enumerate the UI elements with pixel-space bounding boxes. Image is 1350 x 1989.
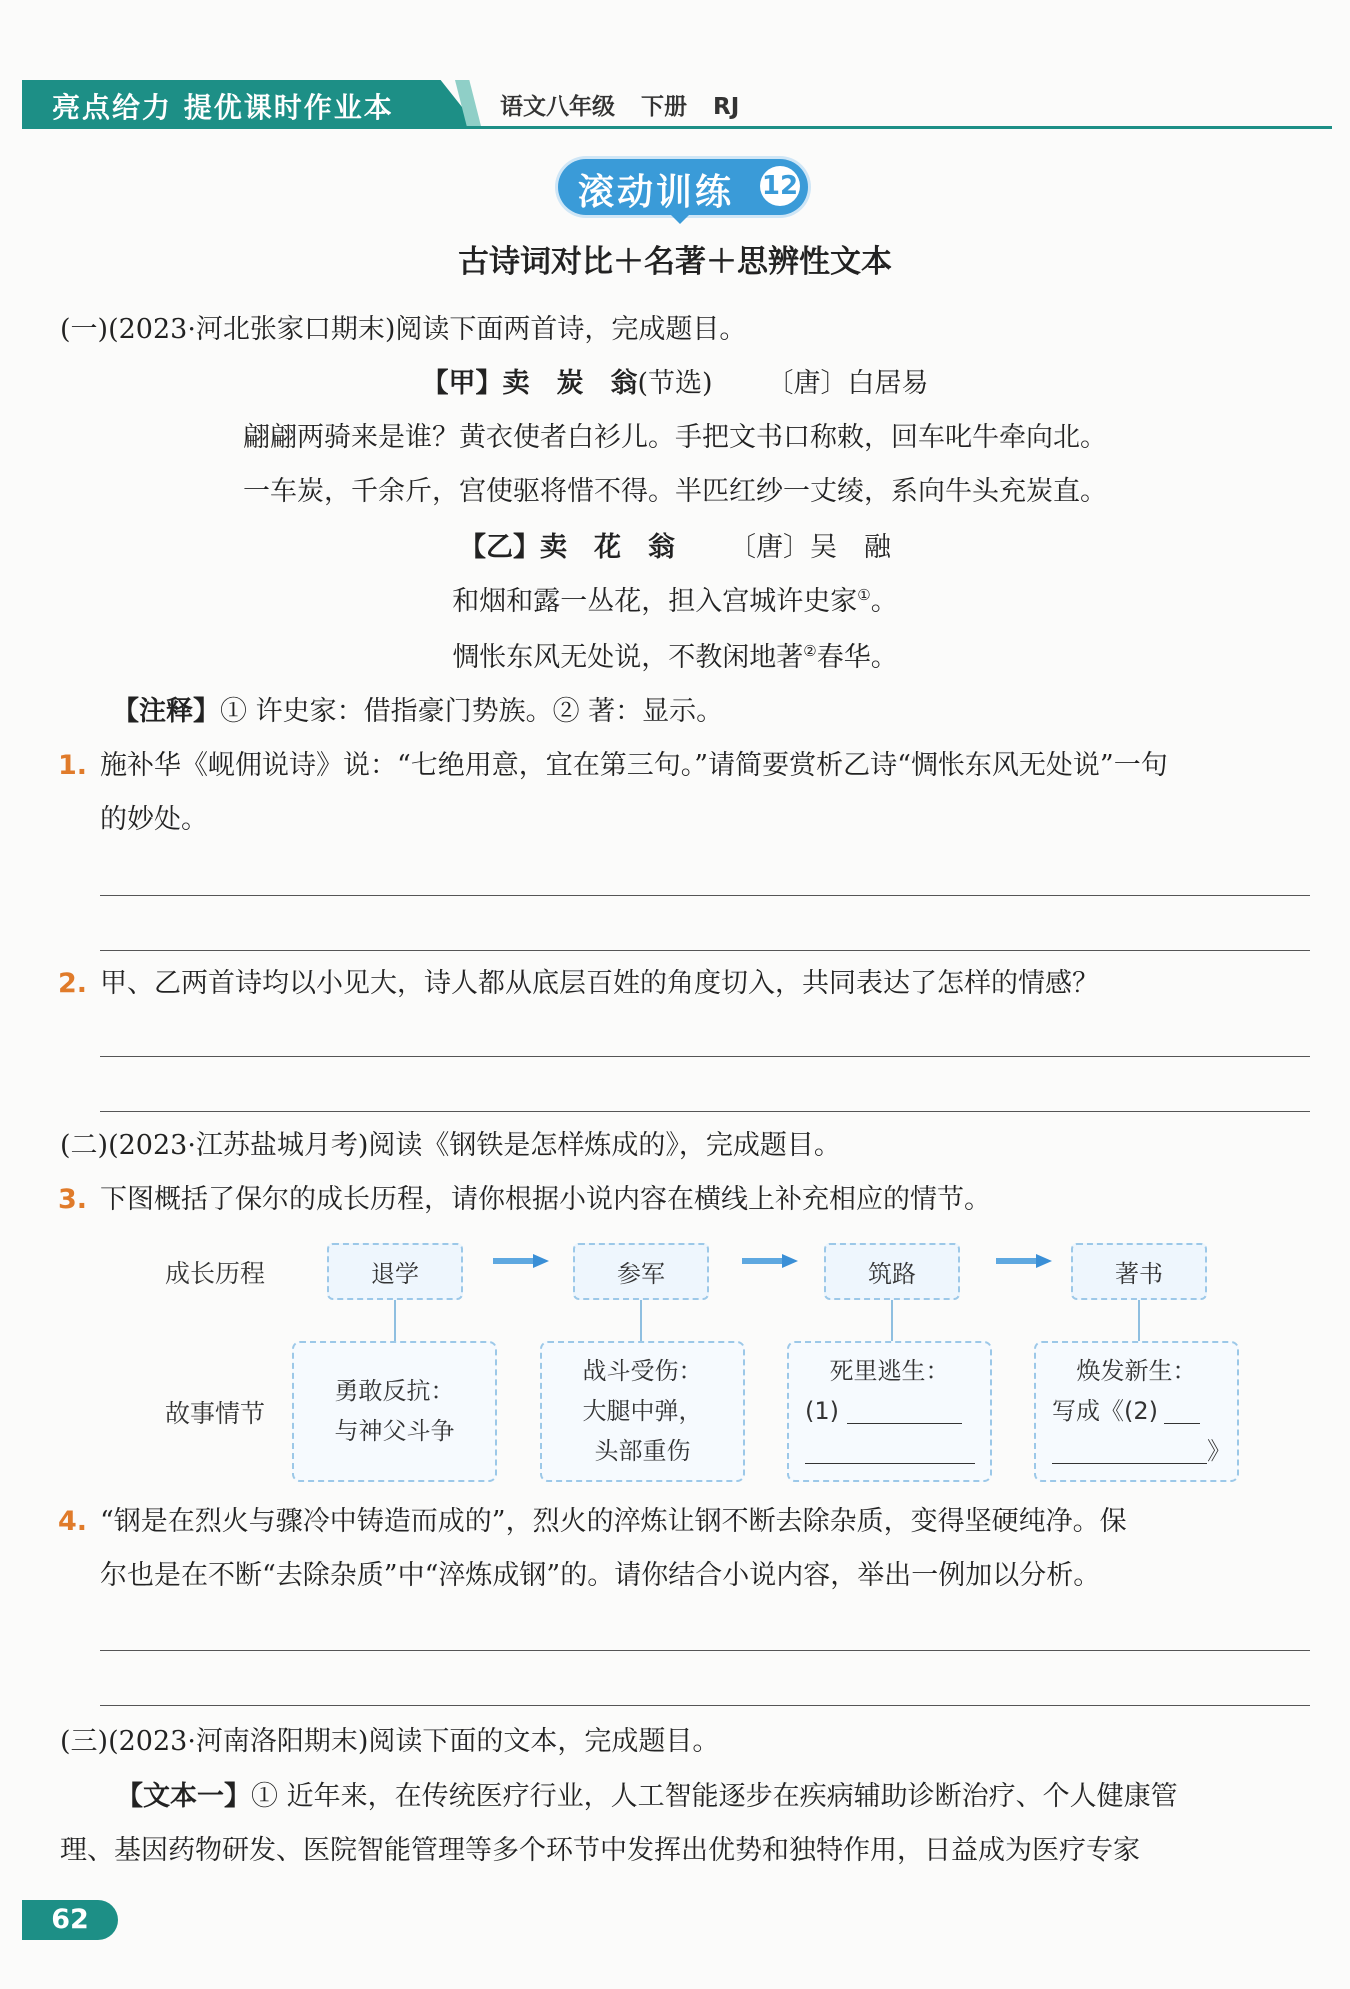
- question-2-number: 2.: [58, 968, 88, 999]
- poem2-line1-end: 。: [870, 586, 898, 617]
- plot-3-line3: [789, 1431, 990, 1471]
- arrow-right-icon: [493, 1254, 549, 1268]
- section2-heading: (二)(2023·江苏盐城月考)阅读《钢铁是怎样炼成的》，完成题目。: [60, 1130, 841, 1161]
- answer-line[interactable]: [100, 1056, 1310, 1057]
- plot-4-end: 》: [1207, 1437, 1231, 1465]
- answer-line[interactable]: [100, 1650, 1310, 1651]
- answer-line[interactable]: [100, 950, 1310, 951]
- plot-3-blank-label: (1): [805, 1397, 839, 1425]
- question-4-text-line1: “钢是在烈火与骤冷中铸造而成的”，烈火的淬炼让钢不断去除杂质，变得坚硬纯净。保: [100, 1506, 1127, 1537]
- poem2-author: 〔唐〕吴 融: [729, 532, 891, 563]
- answer-line[interactable]: [100, 895, 1310, 896]
- text1-line1: [116, 1781, 1178, 1813]
- arrow-right-icon: [996, 1254, 1052, 1268]
- diagram-row-label-growth: 成长历程: [165, 1259, 266, 1288]
- title-badge-number: 12: [760, 166, 800, 206]
- plot-2-line3: 头部重伤: [594, 1437, 691, 1465]
- text1-line1-text: ① 近年来，在传统医疗行业，人工智能逐步在疾病辅助诊断治疗、个人健康管: [251, 1781, 1178, 1812]
- poem1-title: 【甲】卖 炭 翁: [421, 368, 638, 399]
- footnote-ref-2: ②: [803, 642, 817, 660]
- blank-1[interactable]: [847, 1401, 962, 1424]
- poem2-title-line: [0, 532, 1350, 564]
- annotation-label: 【注释】: [112, 696, 220, 727]
- header-brand: 亮点给力 提优课时作业本: [52, 91, 394, 124]
- answer-line[interactable]: [100, 1111, 1310, 1112]
- question-1-number: 1.: [58, 750, 88, 781]
- plot-box-3: [787, 1341, 992, 1482]
- question-2-text: 甲、乙两首诗均以小见大，诗人都从底层百姓的角度切入，共同表达了怎样的情感？: [100, 968, 1099, 999]
- plot-4-line1: 焕发新生：: [1076, 1357, 1197, 1385]
- title-badge-text: 滚动训练: [578, 172, 735, 213]
- page-subtitle: 古诗词对比＋名著＋思辨性文本: [458, 244, 892, 280]
- connector-line: [394, 1300, 396, 1342]
- poem2-line1-text: 和烟和露一丛花，担入宫城许史家: [452, 586, 858, 617]
- annotation-text: ① 许史家：借指豪门势族。② 著：显示。: [220, 696, 724, 727]
- diagram-row-label-plot: 故事情节: [165, 1399, 266, 1428]
- question-1-text-line2: 的妙处。: [100, 804, 208, 835]
- poem1-author: 〔唐〕白居易: [766, 368, 929, 399]
- text1-label: 【文本一】: [116, 1781, 251, 1812]
- blank-1-cont[interactable]: [805, 1441, 975, 1464]
- section3-heading: (三)(2023·河南洛阳期末)阅读下面的文本，完成题目。: [60, 1726, 720, 1757]
- poem2-line2: [0, 642, 1350, 674]
- poem2-line2-text: 惆怅东风无处说，不教闲地著: [452, 642, 804, 673]
- poem2-line1: [0, 586, 1350, 618]
- stage-box-quit-school: 退学: [327, 1243, 463, 1300]
- question-1-text-line1: 施补华《岘佣说诗》说：“七绝用意，宜在第三句。”请简要赏析乙诗“惆怅东风无处说”一句: [100, 750, 1168, 781]
- stage-box-write-book: 著书: [1071, 1243, 1207, 1300]
- question-3-text: 下图概括了保尔的成长历程，请你根据小说内容在横线上补充相应的情节。: [100, 1184, 991, 1215]
- stage-box-join-army: 参军: [573, 1243, 709, 1300]
- plot-4-line3: [1036, 1431, 1237, 1471]
- stage-box-build-road: 筑路: [824, 1243, 960, 1300]
- question-3-number: 3.: [58, 1184, 88, 1215]
- blank-2[interactable]: [1164, 1401, 1200, 1424]
- plot-3-line2: [789, 1391, 990, 1431]
- poem2-line2-end: 春华。: [816, 642, 898, 673]
- footnote-ref-1: ①: [857, 586, 871, 604]
- plot-4-line2: [1036, 1391, 1237, 1431]
- text1-line2: 理、基因药物研发、医院智能管理等多个环节中发挥出优势和独特作用，日益成为医疗专家: [60, 1835, 1140, 1866]
- question-4-number: 4.: [58, 1506, 88, 1537]
- annotation: [112, 696, 723, 728]
- header-rule: [22, 126, 1332, 129]
- poem1-note: (节选): [637, 368, 713, 399]
- plot-box-4: [1034, 1341, 1239, 1482]
- connector-line: [1138, 1300, 1140, 1342]
- section1-heading: (一)(2023·河北张家口期末)阅读下面两首诗，完成题目。: [60, 314, 747, 345]
- plot-box-2: [540, 1341, 745, 1482]
- plot-2-line1: 战斗受伤：: [582, 1357, 703, 1385]
- connector-line: [640, 1300, 642, 1342]
- plot-3-line1: 死里逃生：: [829, 1357, 950, 1385]
- question-4-text-line2: 尔也是在不断“去除杂质”中“淬炼成钢”的。请你结合小说内容，举出一例加以分析。: [100, 1560, 1101, 1591]
- answer-line[interactable]: [100, 1705, 1310, 1706]
- plot-4-blank-label: 写成《(2): [1052, 1397, 1158, 1425]
- poem1-line1: 翩翩两骑来是谁？黄衣使者白衫儿。手把文书口称敕，回车叱牛牵向北。: [243, 422, 1107, 453]
- poem1-line2: 一车炭，千余斤，宫使驱将惜不得。半匹红纱一丈绫，系向牛头充炭直。: [243, 476, 1107, 507]
- page-number: 62: [22, 1900, 118, 1940]
- plot-1-line1: 勇敢反抗：: [334, 1377, 455, 1405]
- plot-box-1: [292, 1341, 497, 1482]
- poem2-title: 【乙】卖 花 翁: [459, 532, 675, 563]
- blank-2-cont[interactable]: [1052, 1441, 1207, 1464]
- plot-2-line2: 大腿中弹，: [582, 1397, 703, 1425]
- connector-line: [891, 1300, 893, 1342]
- header-subtitle: 语文八年级 下册 RJ: [500, 94, 740, 120]
- arrow-right-icon: [742, 1254, 798, 1268]
- poem1-title-line: [0, 368, 1350, 400]
- plot-1-line2: 与神父斗争: [334, 1417, 455, 1445]
